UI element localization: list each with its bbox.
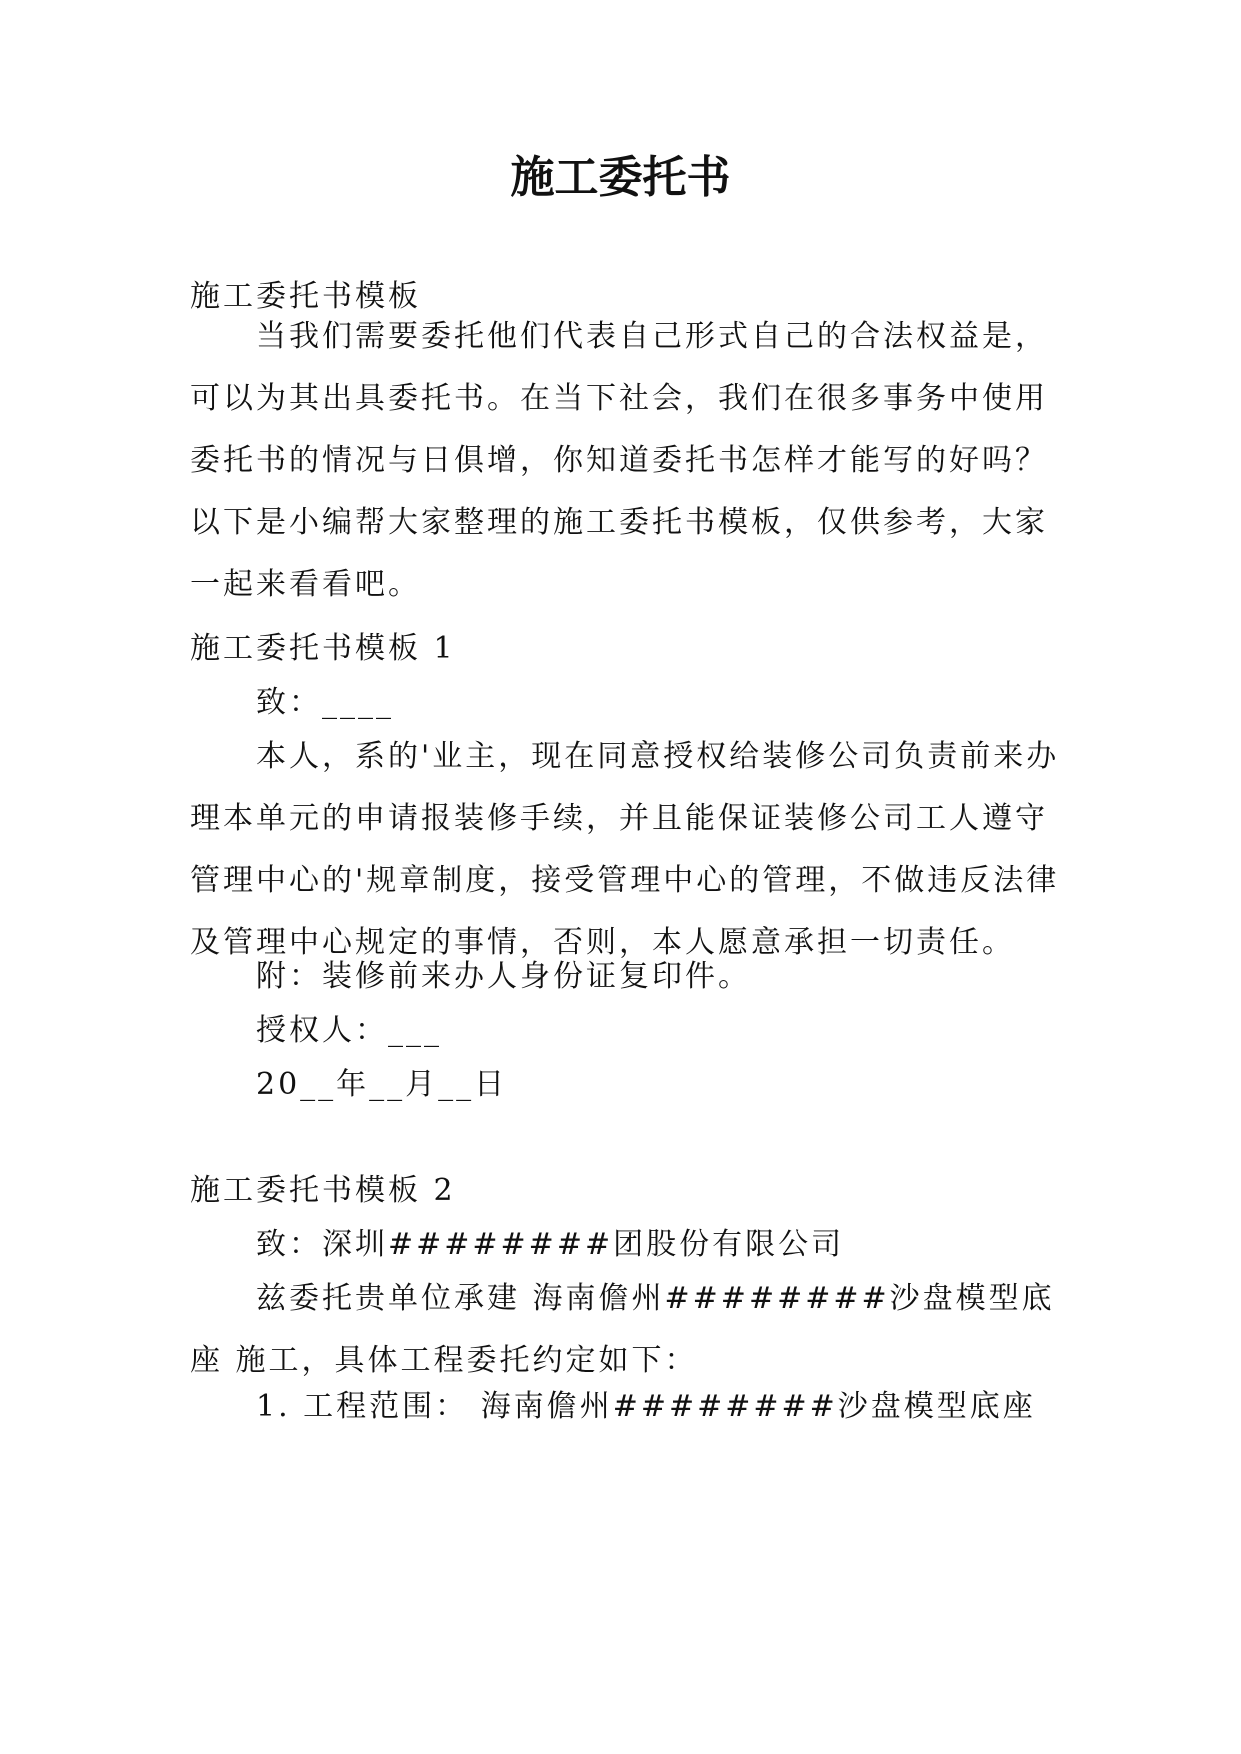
template1-body: 本人，系的'业主，现在同意授权给装修公司负责前来办理本单元的申请报装修手续，并且能保证装修公司工人遵守管理中心的'规章制度，接受管理中心的管理，不做违反法律及管理中心规定的事情，否则，本人愿意承担一切责任。: [190, 739, 1060, 960]
template2-heading: 施工委托书模板 2: [190, 1173, 456, 1208]
template1-date: 20__年__月__日: [256, 1067, 508, 1102]
template2-item1: 1. 工程范围： 海南儋州########沙盘模型底座: [256, 1389, 1036, 1424]
document-title: 施工委托书: [510, 152, 731, 203]
template1-heading: 施工委托书模板 1: [190, 631, 456, 666]
intro-heading: 施工委托书模板: [190, 279, 421, 314]
template2-to-line: 致：深圳########团股份有限公司: [256, 1227, 845, 1262]
template1-to-line: 致：____: [256, 685, 394, 720]
template1-authorizer: 授权人：___: [256, 1013, 442, 1048]
template1-attachment: 附：装修前来办人身份证复印件。: [256, 959, 751, 994]
intro-paragraph: 当我们需要委托他们代表自己形式自己的合法权益是，可以为其出具委托书。在当下社会，我们在很多事务中使用委托书的情况与日俱增，你知道委托书怎样才能写的好吗？以下是小编帮大家整理的施工委托书模板，仅供参考，大家一起来看看吧。: [190, 319, 1048, 602]
template2-body: 兹委托贵单位承建 海南儋州########沙盘模型底座 施工，具体工程委托约定如下：: [190, 1281, 1055, 1378]
